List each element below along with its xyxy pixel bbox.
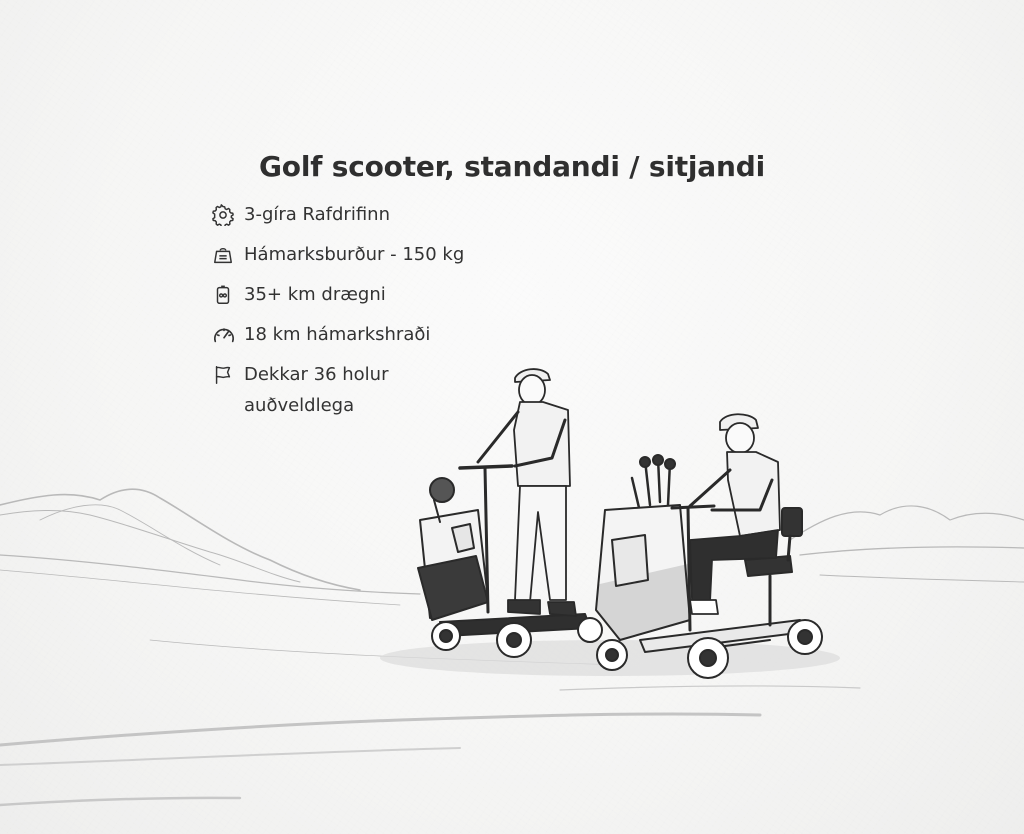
weight-icon [212, 239, 236, 270]
battery-icon [212, 279, 236, 310]
flag-icon [212, 359, 236, 390]
page-title: Golf scooter, standandi / sitjandi [259, 149, 765, 183]
speedometer-icon [212, 319, 236, 350]
feature-text: 18 km hámarkshraði [244, 324, 431, 345]
feature-item-gears [212, 199, 532, 230]
gear-icon [212, 199, 236, 230]
feature-text: Hámarksburður - 150 kg [244, 244, 465, 265]
feature-item-top-speed [212, 319, 532, 350]
feature-item-holes [212, 359, 532, 421]
feature-text: 35+ km drægni [244, 284, 386, 305]
feature-item-range [212, 279, 532, 310]
standing-scooter [418, 466, 602, 657]
feature-text: 3-gíra Rafdrifinn [244, 204, 390, 225]
seated-golfer [690, 414, 780, 614]
feature-text: Dekkar 36 holur auðveldlega [244, 364, 389, 416]
feature-list [212, 199, 532, 430]
feature-item-max-load [212, 239, 532, 270]
